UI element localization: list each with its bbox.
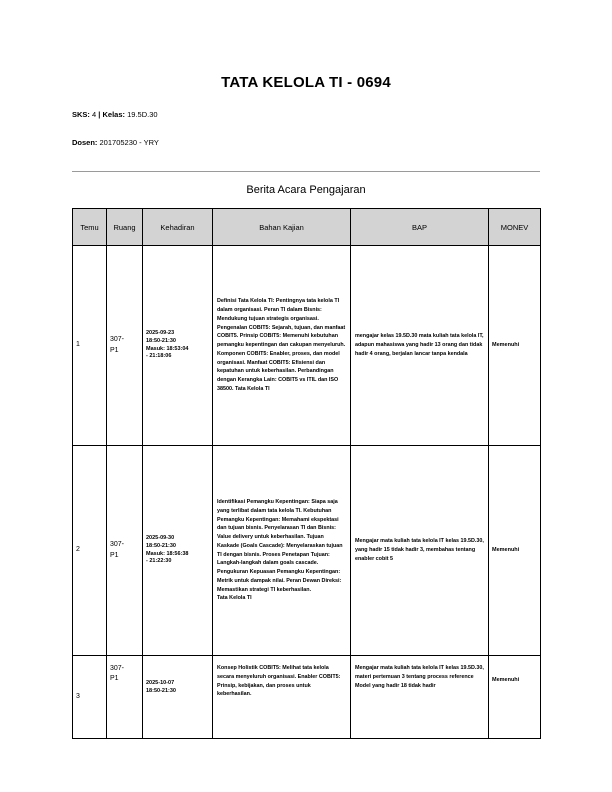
- cell-bap: Mengajar mata kuliah tata kelola IT kelas 19.5D.30, yang hadir 15 tidak hadir 3, membahas tentang enabler cobit 5: [351, 446, 489, 656]
- header-kehadiran: Kehadiran: [143, 209, 213, 246]
- header-bap: BAP: [351, 209, 489, 246]
- cell-ruang: 307- P1: [107, 656, 143, 739]
- cell-kehadiran: 2025-09-23 18:50-21:30 Masuk: 18:53:04 - 21:18:06: [143, 246, 213, 446]
- sks-value: 4: [92, 110, 97, 119]
- teaching-record-table: [72, 208, 541, 739]
- table-row: [73, 656, 541, 739]
- kelas-label: Kelas:: [102, 110, 125, 119]
- document-title: TATA KELOLA TI - 0694: [221, 74, 391, 91]
- dosen-label: Dosen:: [72, 138, 98, 147]
- cell-bahan-kajian: [213, 656, 351, 739]
- course-meta-line: [72, 110, 158, 119]
- cell-kehadiran: 2025-10-07 18:50-21:30: [143, 656, 213, 739]
- cell-bahan-kajian: Identifikasi Pemangku Kepentingan: Siapa saja yang terlibat dalam tata kelola TI. Kebutuhan Pemangku Kepentingan: Memahami ekspektasi dan tujuan bisnis. Penyelarasan TI dan Bisnis: Value delivery untuk keberhasilan. Tujuan Kaskade (Goals Cascade): Menyelaraskan tujuan TI dengan bisnis. Proses Penetapan Tujuan: Langkah-langkah dalam goals cascade. Pengukuran Kepuasan Pemangku Kepentingan: Metrik untuk dampak nilai. Peran Dewan Direksi: Memastikan strategi TI keberhasilan. Tata Kelola TI: [213, 446, 351, 656]
- header-ruang: Ruang: [107, 209, 143, 246]
- table-header-row: [73, 209, 541, 246]
- section-divider: [72, 171, 540, 172]
- cell-bap: mengajar kelas 19.5D.30 mata kuliah tata kelola IT, adapun mahasiswa yang hadir 13 orang dan tidak hadir 4 orang, berjalan lancar tanpa kendala: [351, 246, 489, 446]
- cell-temu: 1: [73, 246, 107, 446]
- cell-bahan-kajian: Definisi Tata Kelola TI: Pentingnya tata kelola TI dalam organisasi. Peran TI dalam Bisnis: Mendukung tujuan strategis organisasi. Pengenalan COBIT5: Sejarah, tujuan, dan manfaat COBIT5. Prinsip COBIT5: Memenuhi kebutuhan pemangku kepentingan dan cakupan menyeluruh. Komponen COBIT5: Enabler, proses, dan model organisasi. Manfaat COBIT5: Efisiensi dan kepatuhan untuk keberhasilan. Perbandingan dengan Kerangka Lain: COBIT5 vs ITIL dan ISO 38500. Tata Kelola TI: [213, 246, 351, 446]
- cell-ruang: 307- P1: [107, 446, 143, 656]
- meta-separator: |: [98, 110, 101, 119]
- dosen-value: 201705230 - YRY: [99, 138, 159, 147]
- cell-bahan-kajian-text: Konsep Holistik COBIT5: Melihat tata kelola secara menyeluruh organisasi. Enabler COBIT5: Prinsip, kebijakan, dan proses untuk keberhasilan.: [217, 665, 341, 698]
- cell-temu: 3: [73, 656, 107, 739]
- header-bahan-kajian: Bahan Kajian: [213, 209, 351, 246]
- cell-bap-text: Mengajar mata kuliah tata kelola IT kelas 19.5D.30, materi pertemuan 3 tentang process reference Model yang hadir 18 tidak hadir: [355, 665, 484, 689]
- cell-temu: 2: [73, 446, 107, 656]
- sks-label: SKS:: [72, 110, 90, 119]
- cell-bap: [351, 656, 489, 739]
- lecturer-meta-line: [72, 138, 159, 147]
- cell-monev: Memenuhi: [489, 656, 541, 739]
- table-row: [73, 446, 541, 656]
- kelas-value: 19.5D.30: [127, 110, 158, 119]
- cell-monev: Memenuhi: [489, 446, 541, 656]
- header-monev: MONEV: [489, 209, 541, 246]
- cell-monev: Memenuhi: [489, 246, 541, 446]
- header-temu: Temu: [73, 209, 107, 246]
- cell-ruang: 307- P1: [107, 246, 143, 446]
- section-title: Berita Acara Pengajaran: [246, 184, 366, 196]
- cell-kehadiran: 2025-09-30 18:50-21:30 Masuk: 18:56:38 - 21:22:30: [143, 446, 213, 656]
- table-row: [73, 246, 541, 446]
